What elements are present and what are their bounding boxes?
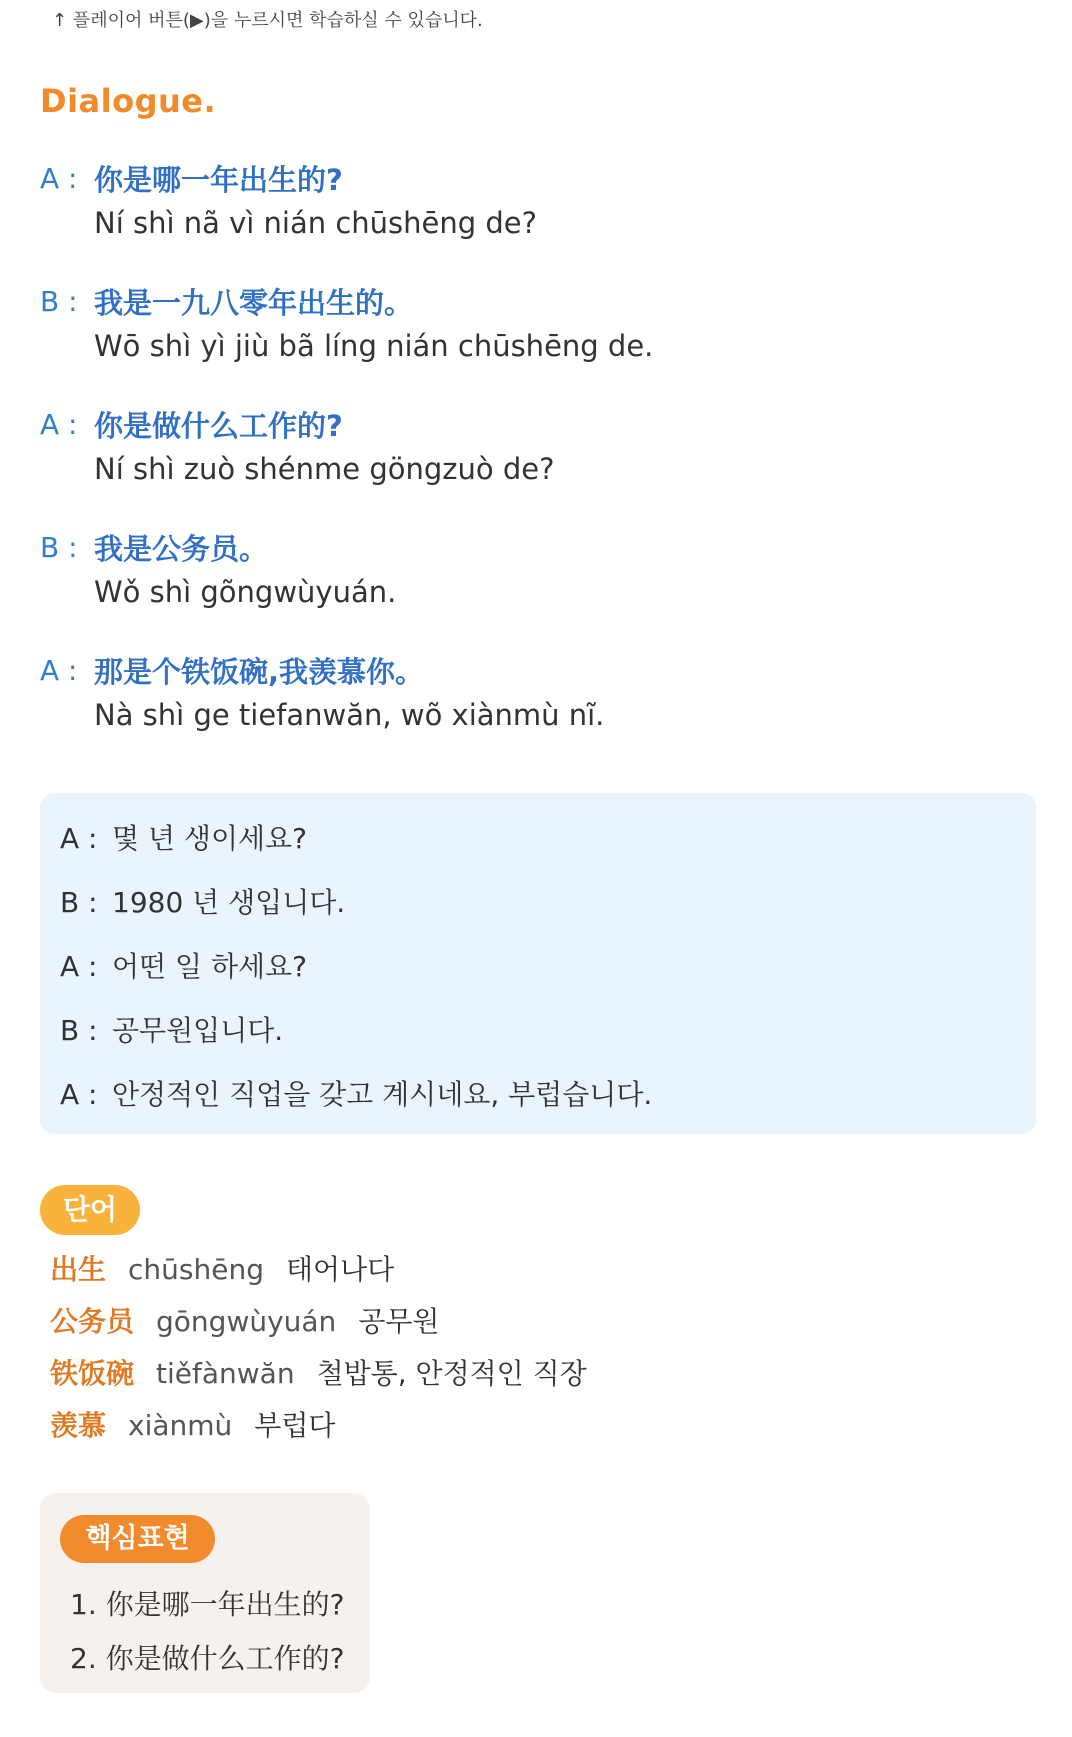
vocab-item (50, 1244, 587, 1296)
speaker-label: A : (60, 822, 98, 855)
vocab-item (50, 1296, 587, 1348)
key-expression: 2. 你是做什么工作的? (70, 1642, 345, 1675)
key-expressions-box (40, 1493, 370, 1693)
player-hint: ↑ 플레이어 버튼(▶)을 누르시면 학습하실 수 있습니다. (52, 10, 483, 31)
vocab-pinyin: gōngwùyuán (156, 1305, 337, 1338)
translation-text: 몇 년 생이세요? (112, 822, 307, 855)
speaker-label: A : (60, 950, 98, 983)
translation-text: 안정적인 직업을 갖고 계시네요, 부럽습니다. (112, 1078, 653, 1111)
dialogue-turn (40, 281, 1020, 404)
vocab-meaning: 철밥통, 안정적인 직장 (316, 1357, 587, 1390)
vocab-hanzi: 出生 (50, 1253, 107, 1286)
dialogue-pinyin: Nà shì ge tiefanwăn, wõ xiànmù nĩ. (94, 698, 605, 732)
vocab-pinyin: chūshēng (128, 1253, 264, 1286)
vocab-hanzi: 公务员 (50, 1305, 135, 1338)
speaker-label: B : (40, 531, 78, 564)
vocab-list (50, 1244, 587, 1452)
translation-text: 1980 년 생입니다. (112, 886, 346, 919)
vocab-hanzi: 铁饭碗 (50, 1357, 135, 1390)
speaker-label: A : (60, 1078, 98, 1111)
dialogue-hanzi: 你是哪一年出生的? (94, 163, 343, 197)
dialogue-turn (40, 650, 1020, 773)
vocab-meaning: 태어나다 (285, 1253, 395, 1286)
vocab-badge: 단어 (40, 1185, 140, 1235)
vocab-hanzi: 羡慕 (50, 1409, 107, 1442)
translation-box (40, 793, 1036, 1134)
speaker-label: B : (60, 1014, 98, 1047)
vocab-pinyin: tiěfànwăn (156, 1357, 295, 1390)
vocab-item (50, 1348, 587, 1400)
translation-line (60, 881, 345, 921)
key-expressions-list (70, 1578, 344, 1686)
speaker-label: A : (40, 408, 78, 441)
vocab-meaning: 부럽다 (254, 1409, 336, 1442)
dialogue-hanzi: 你是做什么工作的? (94, 409, 343, 443)
key-expressions-badge: 핵심표현 (60, 1515, 215, 1563)
speaker-label: B : (60, 886, 98, 919)
dialogue-turn (40, 527, 1020, 650)
speaker-label: B : (40, 285, 78, 318)
dialogue-pinyin: Wǒ shì gõngwùyuán. (94, 575, 397, 609)
key-expression: 1. 你是哪一年出生的? (70, 1588, 345, 1621)
dialogue-hanzi: 我是一九八零年出生的。 (94, 286, 414, 320)
translation-line (60, 817, 307, 857)
translation-line (60, 1073, 652, 1113)
vocab-meaning: 공무원 (358, 1305, 440, 1338)
speaker-label: A : (40, 162, 78, 195)
dialogue-turn (40, 404, 1020, 527)
dialogue-block (40, 158, 1020, 773)
dialogue-hanzi: 那是个铁饭碗,我羡慕你。 (94, 655, 425, 689)
vocab-item (50, 1400, 587, 1452)
speaker-label: A : (40, 654, 78, 687)
dialogue-hanzi: 我是公务员。 (94, 532, 269, 566)
dialogue-pinyin: Ní shì nã vì nián chūshēng de? (94, 206, 538, 240)
translation-line (60, 1009, 283, 1049)
vocab-pinyin: xiànmù (128, 1409, 233, 1442)
dialogue-pinyin: Wō shì yì jiù bã líng nián chūshēng de. (94, 329, 654, 363)
dialogue-pinyin: Ní shì zuò shénme göngzuò de? (94, 452, 555, 486)
dialogue-turn (40, 158, 1020, 281)
translation-text: 어떤 일 하세요? (112, 950, 307, 983)
translation-line (60, 945, 307, 985)
section-title: Dialogue. (40, 82, 217, 120)
translation-text: 공무원입니다. (112, 1014, 284, 1047)
